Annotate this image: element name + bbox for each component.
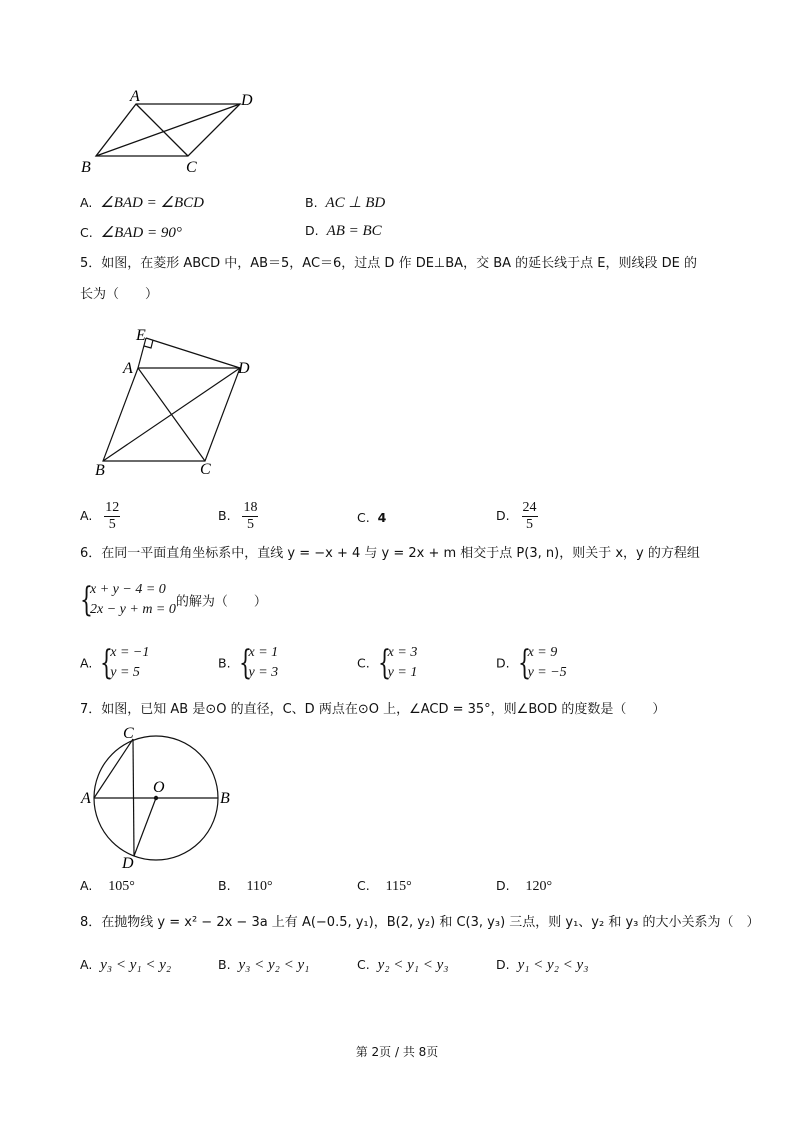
q7-circle-figure <box>78 722 238 872</box>
q5-stem-line1: 5．如图，在菱形 ABCD 中，AB＝5，AC＝6，过点 D 作 DE⊥BA，交 BA 的延长线于点 E，则线段 DE 的 <box>80 256 697 271</box>
q4-parallelogram-figure <box>78 86 268 181</box>
q4-option-d: D. AB = BC <box>305 223 382 239</box>
q5-rhombus-figure <box>90 322 260 480</box>
q7-option-a: A. 105° <box>80 878 135 894</box>
q7-stem-line1: 7．如图，已知 AB 是⊙O 的直径，C、D 两点在⊙O 上，∠ACD = 35°，则∠BOD 的度数是（ ） <box>80 702 666 717</box>
q8-option-a: A. y₃ < y₁ < y₂ <box>80 957 172 973</box>
q5-label-d: D <box>238 360 250 377</box>
q5-stem-line2: 长为（ ） <box>80 287 159 302</box>
q6-option-d: D. { x = 9 y = −5 <box>496 643 567 683</box>
q7-label-o: O <box>153 779 165 796</box>
q6-option-c: C. { x = 3 y = 1 <box>357 643 418 683</box>
q4-option-c: C. ∠BAD = 90° <box>80 225 182 241</box>
q5-label-c: C <box>200 461 211 478</box>
q6-stem-line1: 6．在同一平面直角坐标系中，直线 y = −x + 4 与 y = 2x + m 相交于点 P(3, n)，则关于 x，y 的方程组 <box>80 546 700 561</box>
q6-option-b: B. { x = 1 y = 3 <box>218 643 279 683</box>
q6-option-a: A. { x = −1 y = 5 <box>80 643 150 683</box>
q7-label-c: C <box>123 725 134 742</box>
q8-option-c: C. y₂ < y₁ < y₃ <box>357 957 449 973</box>
q4-label-b: B <box>81 159 91 176</box>
q6-equation-system: { x + y − 4 = 0 2x − y + m = 0 的解为（ ） <box>80 580 267 620</box>
q8-option-d: D. y₁ < y₂ < y₃ <box>496 957 589 973</box>
q4-label-a: A <box>130 88 140 105</box>
page-footer: 第 2页 / 共 8页 <box>355 1045 439 1059</box>
q5-label-e: E <box>136 327 146 344</box>
q4-label-d: D <box>241 92 253 109</box>
q4-label-c: C <box>186 159 197 176</box>
q8-option-b: B. y₃ < y₂ < y₁ <box>218 957 310 973</box>
q4-option-a: A. ∠BAD = ∠BCD <box>80 195 204 211</box>
q5-option-d: D. $\frac{24}{5}$ <box>496 500 537 532</box>
q4-option-b: B. AC ⊥ BD <box>305 195 386 211</box>
q7-label-a: A <box>81 790 91 807</box>
q8-stem-line1: 8．在抛物线 y = x² − 2x − 3a 上有 A(−0.5, y₁)，B(2, y₂) 和 C(3, y₃) 三点，则 y₁、y₂ 和 y₃ 的大小关系为（ ） <box>80 915 760 930</box>
q5-option-a: A. $\frac{12}{5}$ <box>80 500 120 532</box>
q5-label-a: A <box>123 360 133 377</box>
q7-option-b: B. 110° <box>218 878 273 894</box>
q5-label-b: B <box>95 462 105 479</box>
q7-label-b: B <box>220 790 230 807</box>
q7-option-d: D. 120° <box>496 878 553 894</box>
q5-option-c: C. 4 <box>357 510 387 525</box>
q7-label-d: D <box>122 855 134 872</box>
q5-option-b: B. $\frac{18}{5}$ <box>218 500 258 532</box>
q7-option-c: C. 115° <box>357 878 412 894</box>
